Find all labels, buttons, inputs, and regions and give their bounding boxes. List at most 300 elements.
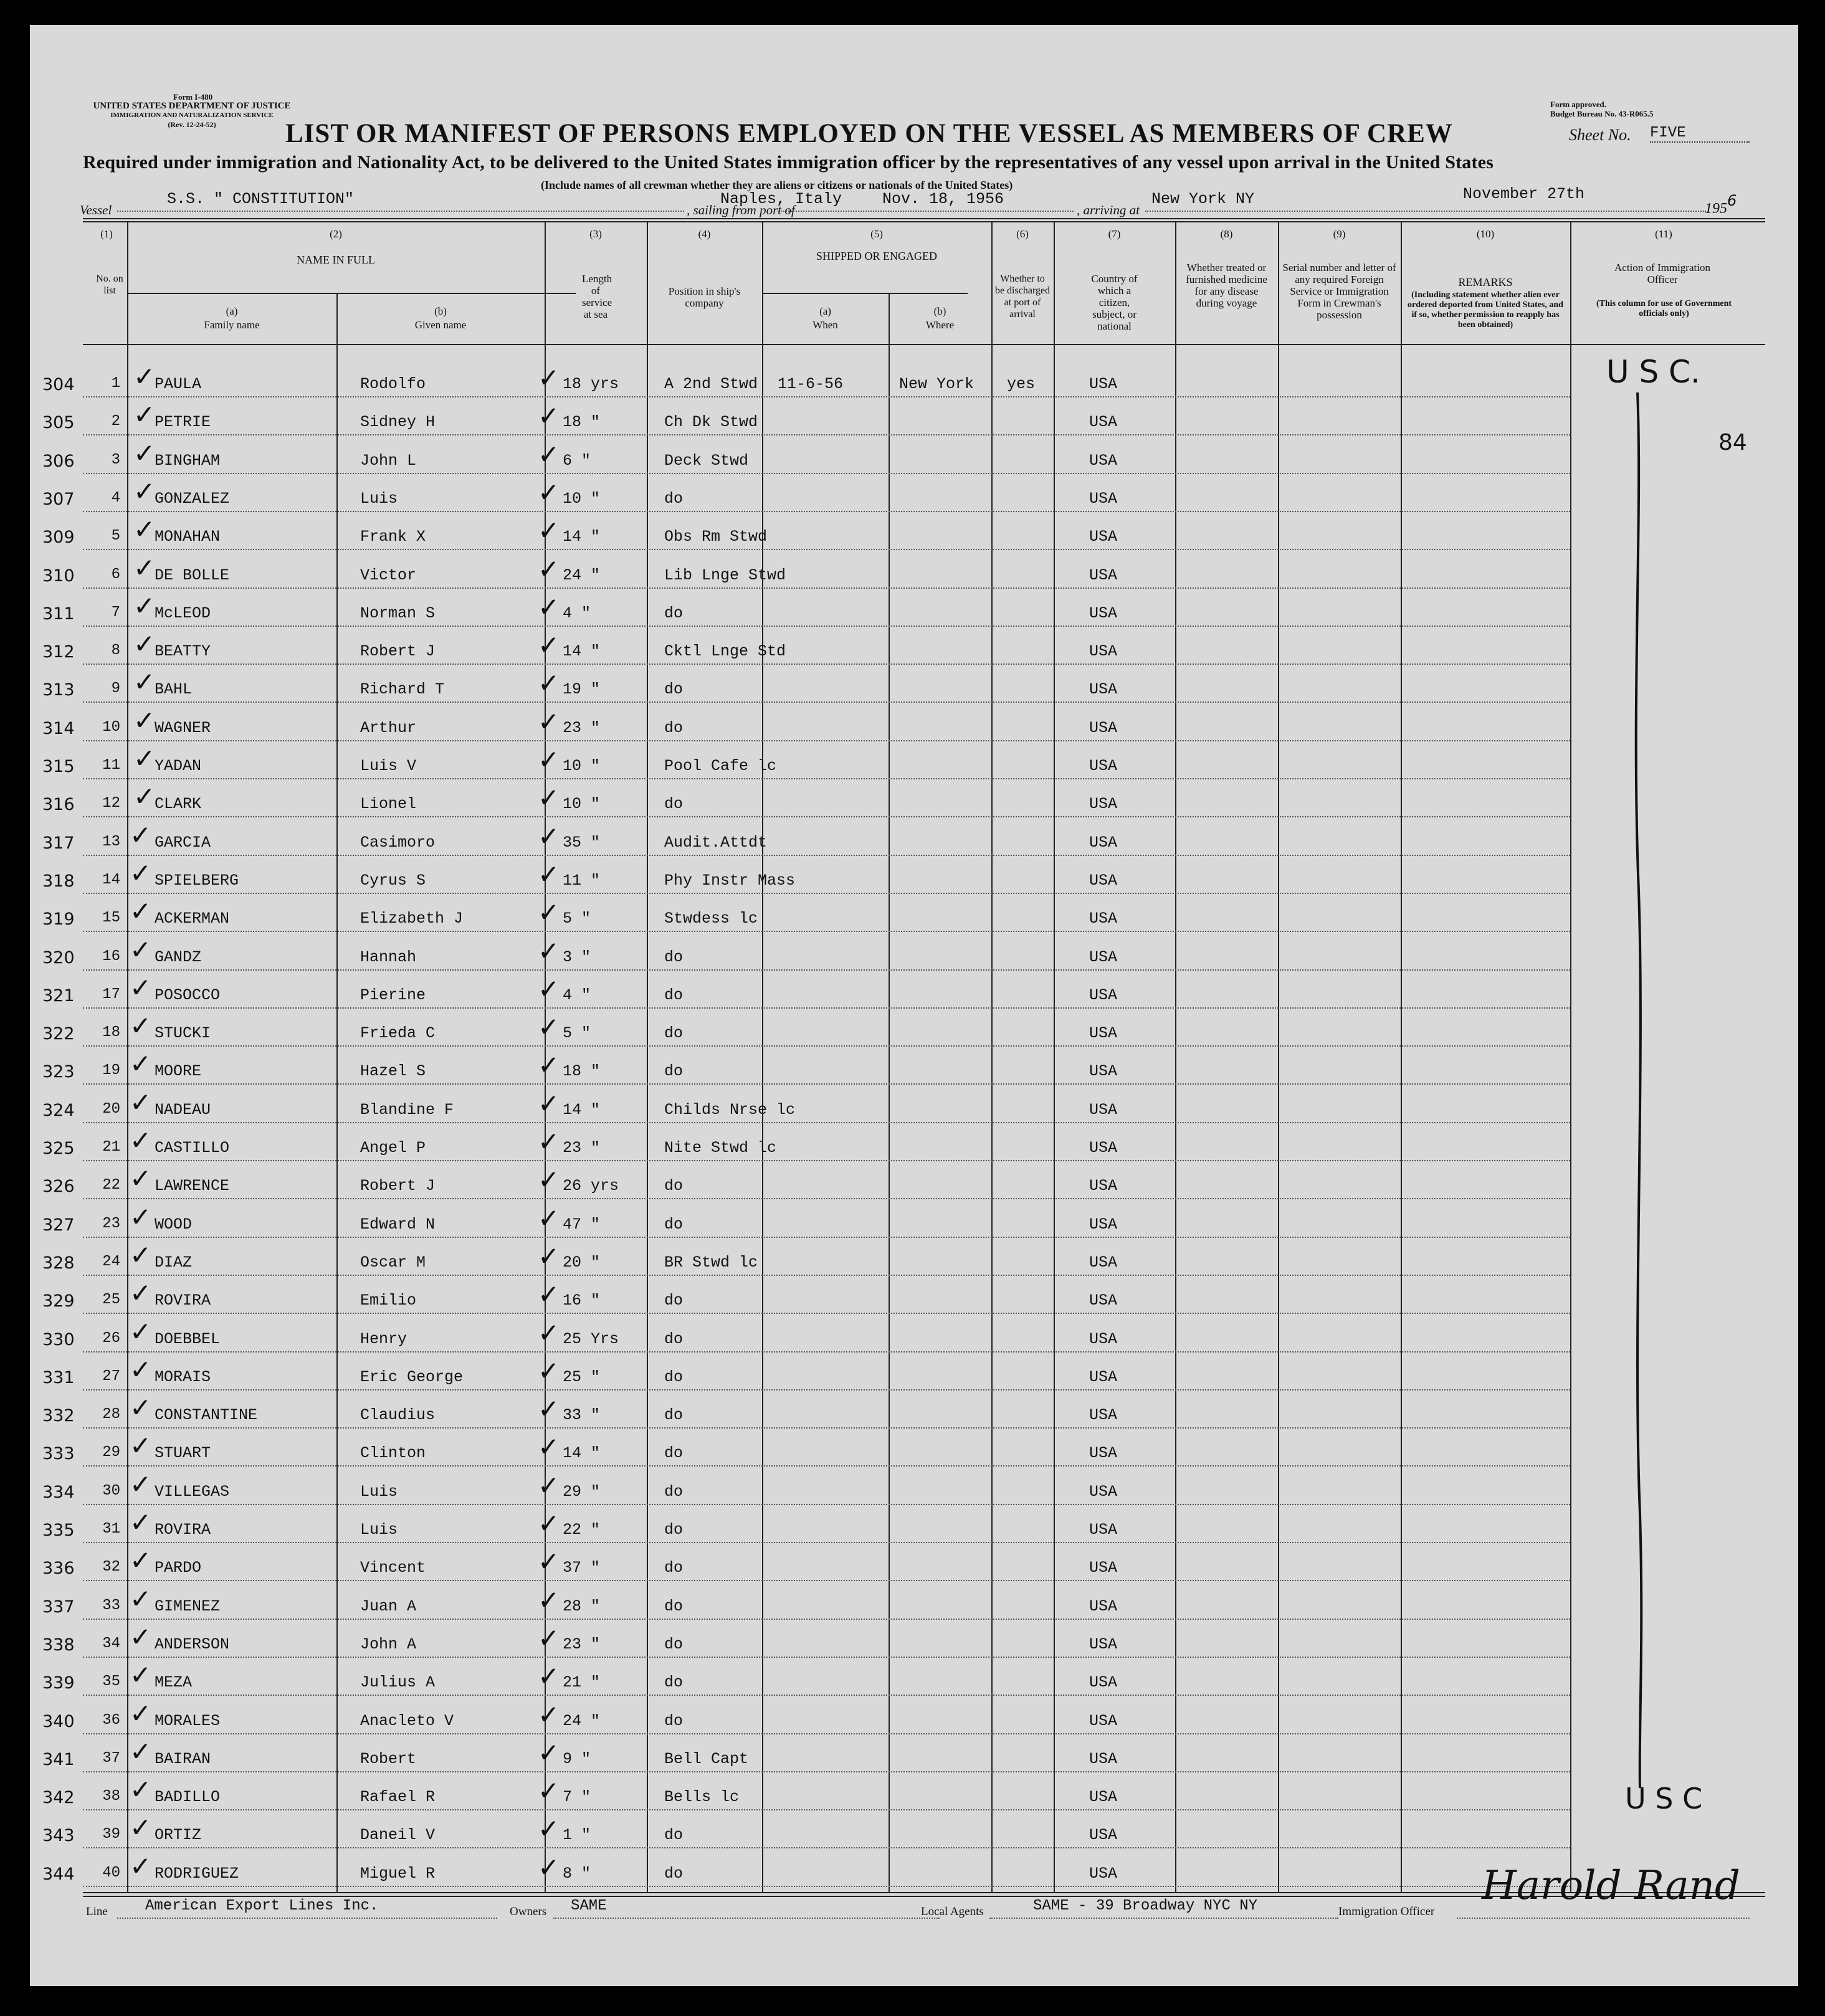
row-ref-number: 332 [42, 1406, 75, 1425]
row-position: Childs Nrse lc [664, 1101, 796, 1119]
row-given-name: Oscar M [360, 1253, 426, 1272]
col5a-label: When [812, 319, 838, 331]
row-service-length: 7 " [563, 1788, 591, 1806]
vessel-underline [117, 211, 684, 212]
col5-number: (5) [870, 228, 883, 240]
row-list-number: 21 [102, 1139, 120, 1156]
row-given-name: Luis [360, 490, 398, 508]
name-subheader-line [127, 293, 576, 294]
arriving-label: , arriving at [1077, 202, 1140, 217]
row-country: USA [1089, 1177, 1118, 1195]
row-country: USA [1089, 1062, 1118, 1080]
row-service-length: 29 " [563, 1483, 601, 1501]
row-given-name: Lionel [360, 795, 417, 813]
row-position: do [664, 1215, 684, 1234]
col3-label: Length of service at sea [582, 273, 612, 320]
row-family-name: BAIRAN [155, 1750, 211, 1768]
row-given-name: Vincent [360, 1559, 426, 1577]
subtitle: Required under immigration and Nationality Act, to be delivered to the United States immigration officer by the representatives of any vessel upon arrival in the United States [83, 152, 1494, 173]
agents-label: Local Agents [921, 1905, 984, 1918]
departure-port: Naples, Italy [720, 190, 842, 208]
row-service-length: 10 " [563, 757, 601, 775]
row-family-name: ANDERSON [155, 1635, 230, 1653]
row-list-number: 4 [111, 490, 120, 506]
row-list-number: 31 [102, 1521, 120, 1538]
row-list-number: 32 [102, 1559, 120, 1576]
row-ref-number: 318 [42, 872, 75, 891]
check-mark-icon: ✓ [538, 630, 560, 660]
row-country: USA [1089, 1253, 1118, 1272]
row-ref-number: 333 [42, 1444, 75, 1463]
row-rule [83, 1465, 1570, 1467]
row-family-name: BINGHAM [155, 452, 221, 470]
owners-underline [553, 1918, 940, 1919]
row-family-name: STUART [155, 1444, 211, 1462]
col11-note: (This column for use of Government officials only) [1596, 299, 1732, 318]
row-position: do [664, 1635, 684, 1653]
check-mark-icon: ✓ [130, 1240, 152, 1270]
row-country: USA [1089, 1101, 1118, 1119]
row-country: USA [1089, 1521, 1118, 1539]
check-mark-icon: ✓ [538, 1088, 560, 1119]
row-list-number: 20 [102, 1101, 120, 1118]
row-ref-number: 323 [42, 1062, 75, 1082]
check-mark-icon: ✓ [538, 1164, 560, 1195]
row-rule [83, 1733, 1570, 1734]
row-service-length: 10 " [563, 490, 601, 508]
row-given-name: Elizabeth J [360, 910, 464, 928]
check-mark-icon: ✓ [538, 363, 560, 393]
check-mark-icon: ✓ [130, 1354, 152, 1385]
row-country: USA [1089, 1330, 1118, 1348]
row-ref-number: 339 [42, 1673, 75, 1693]
check-mark-icon: ✓ [538, 477, 560, 508]
row-country: USA [1089, 1750, 1118, 1768]
row-list-number: 11 [102, 757, 120, 774]
check-mark-icon: ✓ [538, 592, 560, 622]
row-position: Pool Cafe lc [664, 757, 777, 775]
usc-annotation-top: U S C. [1606, 354, 1700, 390]
arrival-year [1705, 192, 1737, 217]
row-rule [83, 701, 1570, 703]
row-list-number: 14 [102, 872, 120, 888]
row-country: USA [1089, 1215, 1118, 1234]
year-prefix: 195 [1705, 201, 1727, 217]
sheet-number: FIVE [1650, 125, 1750, 143]
row-given-name: Daneil V [360, 1826, 436, 1844]
sheet-label: Sheet No. [1569, 126, 1631, 144]
check-mark-icon: ✓ [538, 1432, 560, 1462]
row-rule [83, 1198, 1570, 1199]
row-position: do [664, 604, 684, 622]
check-mark-icon: ✓ [538, 821, 560, 852]
row-family-name: YADAN [155, 757, 202, 775]
row-service-length: 22 " [563, 1521, 601, 1539]
row-position: do [664, 1368, 684, 1386]
check-mark-icon: ✓ [538, 1776, 560, 1806]
row-ref-number: 312 [42, 642, 75, 662]
row-service-length: 4 " [563, 986, 591, 1004]
row-service-length: 5 " [563, 910, 591, 928]
check-mark-icon: ✓ [130, 1698, 152, 1729]
row-service-length: 16 " [563, 1291, 601, 1310]
row-country: USA [1089, 1788, 1118, 1806]
col7-label: Country of which a citizen, subject, or national [1091, 273, 1138, 332]
usc-annotation-bottom: U S C [1625, 1782, 1703, 1815]
row-service-length: 26 yrs [563, 1177, 619, 1195]
row-position: do [664, 1024, 684, 1042]
check-mark-icon: ✓ [130, 820, 152, 850]
row-family-name: MORAIS [155, 1368, 211, 1386]
row-service-length: 10 " [563, 795, 601, 813]
form-number: Form I-480 [173, 92, 213, 102]
check-mark-icon: ✓ [133, 361, 156, 392]
col1-label: No. on list [96, 273, 123, 296]
check-mark-icon: ✓ [130, 858, 152, 888]
check-mark-icon: ✓ [538, 1241, 560, 1272]
row-rule [83, 434, 1570, 435]
row-list-number: 7 [111, 604, 120, 621]
col10-note: (Including statement whether alien ever ordered deported from United States, and if so, whether permission to reapply has been obtained) [1408, 290, 1563, 330]
row-rule [83, 778, 1570, 779]
row-service-length: 14 " [563, 528, 601, 546]
row-service-length: 19 " [563, 680, 601, 698]
row-given-name: Luis V [360, 757, 417, 775]
row-position: Deck Stwd [664, 452, 749, 470]
row-country: USA [1089, 1368, 1118, 1386]
check-mark-icon: ✓ [130, 1392, 152, 1423]
row-given-name: Juan A [360, 1597, 417, 1615]
check-mark-icon: ✓ [133, 399, 156, 430]
row-service-length: 23 " [563, 1635, 601, 1653]
row-list-number: 16 [102, 948, 120, 965]
row-given-name: Casimoro [360, 834, 436, 852]
row-service-length: 14 " [563, 1101, 601, 1119]
col2-number: (2) [330, 228, 342, 240]
check-mark-icon: ✓ [538, 1318, 560, 1348]
check-mark-icon: ✓ [538, 974, 560, 1004]
row-country: USA [1089, 604, 1118, 622]
row-given-name: Edward N [360, 1215, 436, 1234]
row-list-number: 24 [102, 1253, 120, 1270]
row-rule [83, 663, 1570, 665]
line-value: American Export Lines Inc. [145, 1898, 379, 1914]
row-country: USA [1089, 1291, 1118, 1310]
row-list-number: 25 [102, 1291, 120, 1308]
row-family-name: GARCIA [155, 834, 211, 852]
row-list-number: 2 [111, 413, 120, 430]
col-divider [336, 293, 338, 1893]
row-list-number: 28 [102, 1406, 120, 1423]
row-family-name: McLEOD [155, 604, 211, 622]
row-service-length: 3 " [563, 948, 591, 966]
row-list-number: 19 [102, 1062, 120, 1079]
row-family-name: NADEAU [155, 1101, 211, 1119]
row-country: USA [1089, 1635, 1118, 1653]
table-top-border-2 [83, 221, 1765, 222]
col-divider [1401, 221, 1402, 1893]
officer-underline [1457, 1918, 1750, 1919]
check-mark-icon: ✓ [538, 897, 560, 928]
row-service-length: 47 " [563, 1215, 601, 1234]
include-note: (Include names of all crewman whether they are aliens or citizens or nationals of the United States) [541, 179, 1013, 191]
row-given-name: Sidney H [360, 413, 436, 431]
row-service-length: 18 " [563, 413, 601, 431]
row-country: USA [1089, 910, 1118, 928]
row-country: USA [1089, 1444, 1118, 1462]
row-country: USA [1089, 948, 1118, 966]
row-family-name: CASTILLO [155, 1139, 230, 1157]
check-mark-icon: ✓ [133, 591, 156, 621]
check-mark-icon: ✓ [538, 1356, 560, 1386]
row-rule [83, 969, 1570, 971]
row-ref-number: 326 [42, 1177, 75, 1196]
row-position: do [664, 948, 684, 966]
col4-number: (4) [698, 228, 711, 240]
row-rule [83, 855, 1570, 856]
row-ref-number: 314 [42, 719, 75, 738]
check-mark-icon: ✓ [130, 1163, 152, 1194]
owners-label: Owners [510, 1905, 547, 1918]
sailing-label: , sailing from port of [687, 202, 795, 217]
vessel-label: Vessel [80, 202, 112, 217]
row-country: USA [1089, 528, 1118, 546]
row-service-length: 14 " [563, 642, 601, 660]
col5-label: SHIPPED OR ENGAGED [816, 250, 937, 262]
row-country: USA [1089, 1712, 1118, 1730]
col9-number: (9) [1333, 228, 1346, 240]
row-family-name: ORTIZ [155, 1826, 202, 1844]
row-position: Stwdess lc [664, 910, 758, 928]
row-ref-number: 329 [42, 1291, 75, 1311]
row-given-name: Rafael R [360, 1788, 436, 1806]
row-given-name: Eric George [360, 1368, 464, 1386]
row-position: A 2nd Stwd [664, 375, 758, 393]
row-family-name: CONSTANTINE [155, 1406, 258, 1424]
bracket-line-icon [1625, 392, 1675, 1794]
row-position: do [664, 1406, 684, 1424]
officer-label: Immigration Officer [1338, 1905, 1435, 1918]
agents-underline [989, 1918, 1338, 1919]
col-divider [1570, 221, 1571, 1893]
revision: (Rev. 12-24-52) [168, 120, 216, 129]
row-country: USA [1089, 490, 1118, 508]
row-position: Obs Rm Stwd [664, 528, 768, 546]
row-country: USA [1089, 1673, 1118, 1691]
row-country: USA [1089, 1024, 1118, 1042]
check-mark-icon: ✓ [538, 706, 560, 737]
row-given-name: Clinton [360, 1444, 426, 1462]
row-service-length: 4 " [563, 604, 591, 622]
row-family-name: BEATTY [155, 642, 211, 660]
row-given-name: Robert J [360, 642, 436, 660]
check-mark-icon: ✓ [130, 896, 152, 926]
check-mark-icon: ✓ [130, 1622, 152, 1652]
col8-number: (8) [1220, 228, 1233, 240]
row-family-name: RODRIGUEZ [155, 1865, 239, 1883]
row-ref-number: 334 [42, 1483, 75, 1502]
row-given-name: Henry [360, 1330, 407, 1348]
check-mark-icon: ✓ [133, 743, 156, 774]
row-list-number: 35 [102, 1673, 120, 1690]
header-bottom-border [83, 344, 1765, 345]
row-country: USA [1089, 680, 1118, 698]
col6-label: Whether to be discharged at port of arrival [994, 273, 1051, 320]
row-position: Bells lc [664, 1788, 740, 1806]
row-rule [83, 931, 1570, 932]
row-rule [83, 1275, 1570, 1276]
row-service-length: 14 " [563, 1444, 601, 1462]
approval-line1: Form approved. [1550, 100, 1607, 109]
row-ref-number: 325 [42, 1139, 75, 1158]
row-country: USA [1089, 1406, 1118, 1424]
row-family-name: ROVIRA [155, 1291, 211, 1310]
row-service-length: 24 " [563, 1712, 601, 1730]
row-service-length: 35 " [563, 834, 601, 852]
check-mark-icon: ✓ [538, 859, 560, 890]
row-family-name: ACKERMAN [155, 910, 230, 928]
check-mark-icon: ✓ [538, 401, 560, 431]
row-position: do [664, 1865, 684, 1883]
check-mark-icon: ✓ [538, 1852, 560, 1883]
row-ref-number: 337 [42, 1597, 75, 1617]
row-ref-number: 331 [42, 1368, 75, 1387]
row-rule [83, 1504, 1570, 1505]
row-list-number: 37 [102, 1750, 120, 1767]
row-country: USA [1089, 757, 1118, 775]
row-list-number: 23 [102, 1215, 120, 1232]
row-family-name: BADILLO [155, 1788, 221, 1806]
row-position: do [664, 1062, 684, 1080]
check-mark-icon: ✓ [130, 1584, 152, 1614]
row-ref-number: 320 [42, 948, 75, 968]
row-country: USA [1089, 872, 1118, 890]
row-service-length: 24 " [563, 566, 601, 584]
row-shipped-where: New York [899, 375, 974, 393]
row-family-name: VILLEGAS [155, 1483, 230, 1501]
row-position: do [664, 1291, 684, 1310]
check-mark-icon: ✓ [130, 1812, 152, 1843]
row-list-number: 36 [102, 1712, 120, 1729]
row-family-name: GANDZ [155, 948, 202, 966]
row-country: USA [1089, 1865, 1118, 1883]
row-list-number: 10 [102, 719, 120, 736]
row-ref-number: 341 [42, 1750, 75, 1769]
row-service-length: 8 " [563, 1865, 591, 1883]
check-mark-icon: ✓ [130, 1010, 152, 1041]
row-rule [83, 549, 1570, 550]
row-ref-number: 324 [42, 1101, 75, 1120]
service: IMMIGRATION AND NATURALIZATION SERVICE [110, 112, 274, 119]
check-mark-icon: ✓ [133, 705, 156, 736]
departure-date: Nov. 18, 1956 [882, 190, 1004, 208]
row-list-number: 38 [102, 1788, 120, 1805]
row-country: USA [1089, 1826, 1118, 1844]
line-label: Line [86, 1905, 108, 1918]
row-ref-number: 343 [42, 1826, 75, 1845]
row-given-name: Robert J [360, 1177, 436, 1195]
row-given-name: Cyrus S [360, 872, 426, 890]
check-mark-icon: ✓ [538, 439, 560, 470]
row-family-name: PAULA [155, 375, 202, 393]
row-family-name: STUCKI [155, 1024, 211, 1042]
check-mark-icon: ✓ [130, 1507, 152, 1538]
row-given-name: Julius A [360, 1673, 436, 1691]
row-given-name: Hazel S [360, 1062, 426, 1080]
row-ref-number: 340 [42, 1712, 75, 1731]
row-ref-number: 311 [42, 604, 75, 624]
row-position: do [664, 1483, 684, 1501]
row-given-name: Miguel R [360, 1865, 436, 1883]
row-ref-number: 321 [42, 986, 75, 1006]
row-ref-number: 305 [42, 413, 75, 432]
row-family-name: MOORE [155, 1062, 202, 1080]
row-position: do [664, 1597, 684, 1615]
check-mark-icon: ✓ [133, 438, 156, 468]
row-family-name: WOOD [155, 1215, 193, 1234]
row-list-number: 18 [102, 1024, 120, 1041]
col-divider [1054, 221, 1055, 1893]
row-ref-number: 313 [42, 680, 75, 700]
check-mark-icon: ✓ [130, 1736, 152, 1767]
row-rule [83, 1771, 1570, 1772]
row-position: do [664, 1559, 684, 1577]
arrival-date: November 27th [1463, 185, 1585, 203]
row-service-length: 28 " [563, 1597, 601, 1615]
row-rule [83, 1619, 1570, 1620]
col2b-number: (b) [434, 305, 447, 317]
row-list-number: 26 [102, 1330, 120, 1347]
check-mark-icon: ✓ [538, 1012, 560, 1042]
row-position: do [664, 1521, 684, 1539]
row-service-length: 25 " [563, 1368, 601, 1386]
row-shipped-when: 11-6-56 [778, 375, 844, 393]
check-mark-icon: ✓ [133, 781, 156, 812]
row-rule [83, 1007, 1570, 1009]
row-list-number: 9 [111, 680, 120, 697]
check-mark-icon: ✓ [130, 1278, 152, 1308]
row-given-name: Arthur [360, 719, 417, 737]
row-rule [83, 1580, 1570, 1581]
check-mark-icon: ✓ [130, 1316, 152, 1347]
row-ref-number: 344 [42, 1865, 75, 1884]
row-list-number: 30 [102, 1483, 120, 1500]
row-service-length: 11 " [563, 872, 601, 890]
row-family-name: PARDO [155, 1559, 202, 1577]
row-ref-number: 316 [42, 795, 75, 814]
row-rule [83, 1389, 1570, 1391]
col-divider [1278, 221, 1279, 1893]
check-mark-icon: ✓ [538, 1585, 560, 1615]
row-country: USA [1089, 1139, 1118, 1157]
row-rule [83, 1313, 1570, 1314]
row-family-name: DE BOLLE [155, 566, 230, 584]
check-mark-icon: ✓ [538, 1700, 560, 1730]
margin-number: 84 [1718, 430, 1747, 455]
row-ref-number: 306 [42, 452, 75, 471]
row-list-number: 17 [102, 986, 120, 1003]
row-position: do [664, 680, 684, 698]
row-service-length: 18 yrs [563, 375, 619, 393]
check-mark-icon: ✓ [538, 1050, 560, 1080]
row-rule [83, 1427, 1570, 1429]
row-rule [83, 625, 1570, 627]
row-rule [83, 1160, 1570, 1161]
row-position: Phy Instr Mass [664, 872, 796, 890]
check-mark-icon: ✓ [538, 515, 560, 546]
row-rule [83, 511, 1570, 512]
row-ref-number: 330 [42, 1330, 75, 1349]
